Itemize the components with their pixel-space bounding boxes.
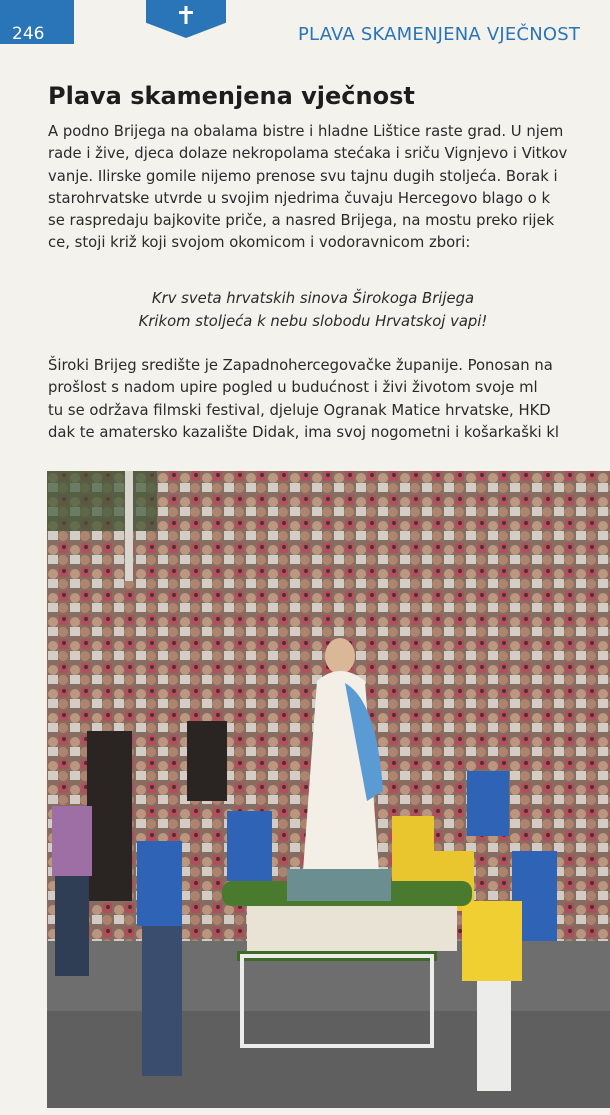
paragraph-line: rade i žive, djeca dolaze nekropolama stećaka i sriču Vignjevo i Vitkov bbox=[48, 145, 568, 163]
cross-tab bbox=[146, 0, 226, 38]
page-number-tab bbox=[0, 0, 74, 44]
page-number: 246 bbox=[12, 24, 45, 44]
procession-photo bbox=[47, 471, 610, 1108]
verse-quote bbox=[48, 287, 578, 333]
paragraph-line: se raspredaju bajkovite priče, a nasred Brijega, na mostu preko rijek bbox=[48, 212, 555, 230]
paragraph-line: A podno Brijega na obalama bistre i hladne Lištice raste grad. U njem bbox=[48, 123, 564, 140]
quote-line: Krv sveta hrvatskih sinova Širokoga Brijega bbox=[151, 290, 475, 307]
crowd-procession-photo bbox=[47, 471, 610, 1108]
article-title: Plava skamenjena vječnost bbox=[48, 82, 415, 110]
paragraph-line: prošlost s nadom upire pogled u budućnost i živi životom svoje ml bbox=[48, 379, 538, 397]
paragraph-line: tu se održava filmski festival, djeluje Ogranak Matice hrvatske, HKD bbox=[48, 401, 551, 419]
paragraph-1 bbox=[48, 121, 610, 255]
cross-icon bbox=[179, 6, 193, 24]
paragraph-line: dak te amatersko kazalište Didak, ima svoj nogometni i košarkaški kl bbox=[48, 423, 560, 441]
paragraph-line: Široki Brijeg središte je Zapadnohercegovačke županije. Ponosan na bbox=[48, 357, 553, 374]
paragraph-2 bbox=[48, 355, 610, 444]
paragraph-line: starohrvatske utvrde u svojim njedrima čuvaju Hercegovo blago o k bbox=[48, 189, 551, 207]
paragraph-line: vanje. Ilirske gomile nijemo prenose svu tajnu dugih stoljeća. Borak i bbox=[48, 167, 558, 185]
paragraph-line: ce, stoji križ koji svojom okomicom i vodoravnicom zbori: bbox=[48, 234, 471, 252]
running-head: PLAVA SKAMENJENA VJEČNOST bbox=[298, 24, 581, 45]
quote-line: Krikom stoljeća k nebu slobodu Hrvatskoj vapi! bbox=[138, 313, 488, 330]
